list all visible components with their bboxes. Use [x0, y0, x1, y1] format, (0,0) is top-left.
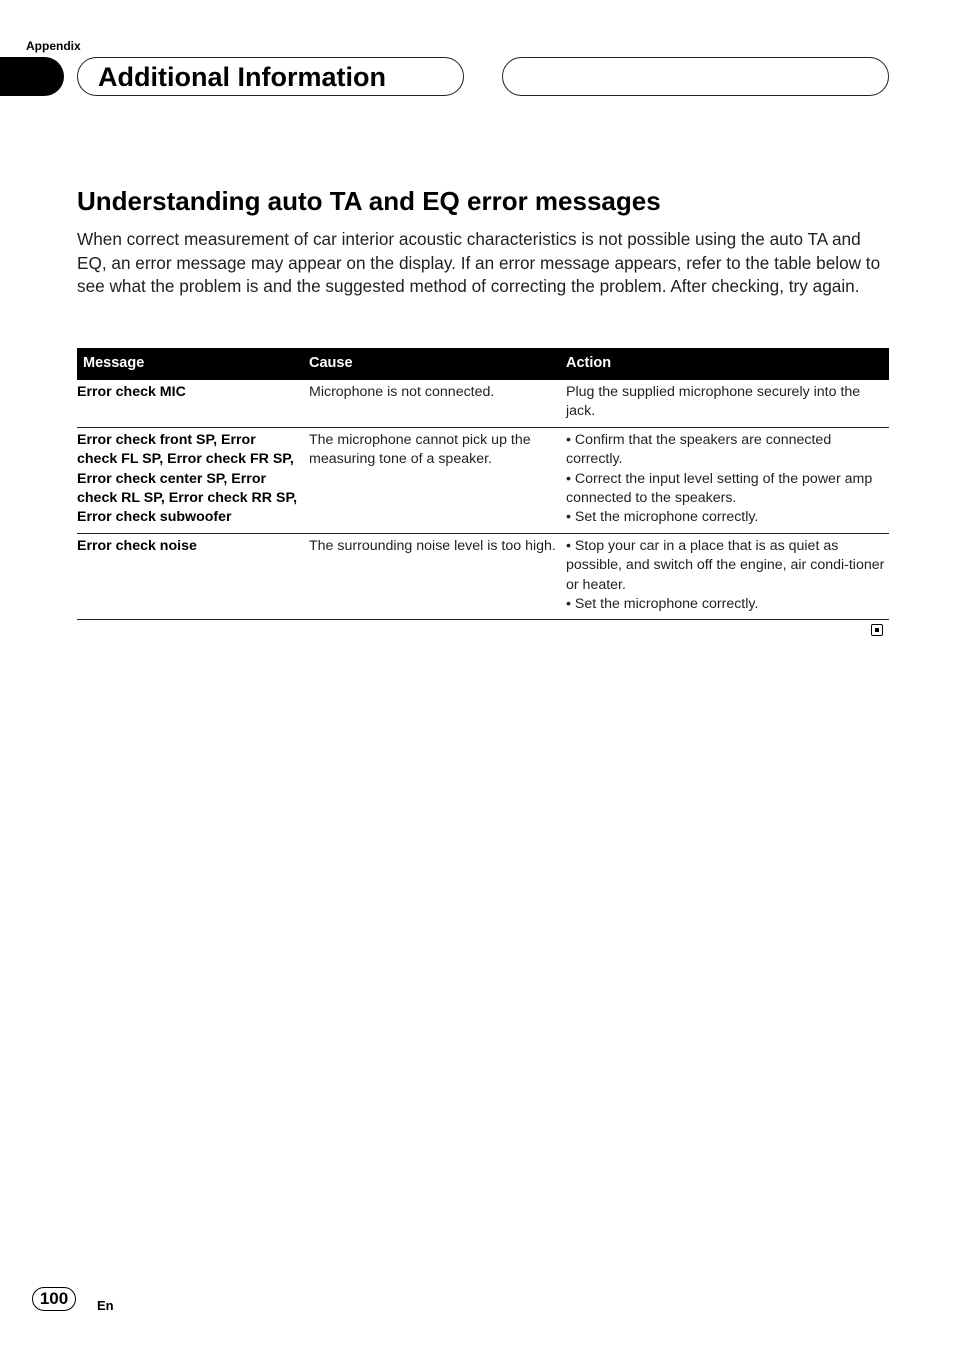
table-row: [77, 533, 889, 620]
row-cause: The microphone cannot pick up the measuring tone of a speaker.: [307, 427, 564, 533]
table-header-row: [77, 348, 889, 380]
row-message: [77, 427, 307, 533]
section-tab-marker: [0, 57, 64, 96]
intro-paragraph: When correct measurement of car interior acoustic characteristics is not possible using the auto TA and EQ, an error message may appear on the display. If an error message appears, refer to the table below to see what the problem is and the suggested method of correcting the problem. After checking, try again.: [77, 229, 881, 297]
action-line: • Confirm that the speakers are connected correctly.: [566, 431, 832, 468]
appendix-label: Appendix: [26, 39, 81, 53]
end-of-section-square-icon: [871, 624, 883, 636]
header-message: Message: [77, 348, 307, 380]
table-row: [77, 380, 889, 427]
message-line: Error check center SP, Error: [77, 470, 267, 487]
message-line: check FL SP, Error check FR SP,: [77, 451, 294, 468]
row-cause: Microphone is not connected.: [307, 380, 564, 427]
message-line: Error check MIC: [77, 384, 186, 400]
error-messages-table: [77, 348, 889, 620]
header-title-pill: [77, 57, 464, 96]
row-cause: The surrounding noise level is too high.: [307, 533, 564, 620]
action-line: • Set the microphone correctly.: [566, 509, 759, 526]
message-line: Error check subwoofer: [77, 509, 232, 526]
row-action: [564, 380, 889, 427]
action-line: Plug the supplied microphone securely into the jack.: [566, 384, 861, 420]
row-message: [77, 380, 307, 427]
table-row: [77, 427, 889, 533]
language-code: En: [97, 1298, 114, 1313]
message-line: check RL SP, Error check RR SP,: [77, 490, 298, 507]
action-line: • Correct the input level setting of the power amp connected to the speakers.: [566, 470, 873, 507]
section-title: Understanding auto TA and EQ error messages: [77, 186, 661, 216]
action-line: • Stop your car in a place that is as quiet as possible, and switch off the engine, air condi-tioner or heater.: [566, 537, 885, 593]
header-title: Additional Information: [98, 62, 386, 92]
header-action: Action: [564, 348, 889, 380]
message-line: Error check noise: [77, 537, 197, 554]
header-blank-pill: [502, 57, 889, 96]
row-message: [77, 533, 307, 620]
row-action: [564, 427, 889, 533]
page-number: 100: [32, 1287, 76, 1311]
row-action: [564, 533, 889, 620]
message-line: Error check front SP, Error: [77, 431, 256, 448]
header-cause: Cause: [307, 348, 564, 380]
action-line: • Set the microphone correctly.: [566, 596, 759, 613]
